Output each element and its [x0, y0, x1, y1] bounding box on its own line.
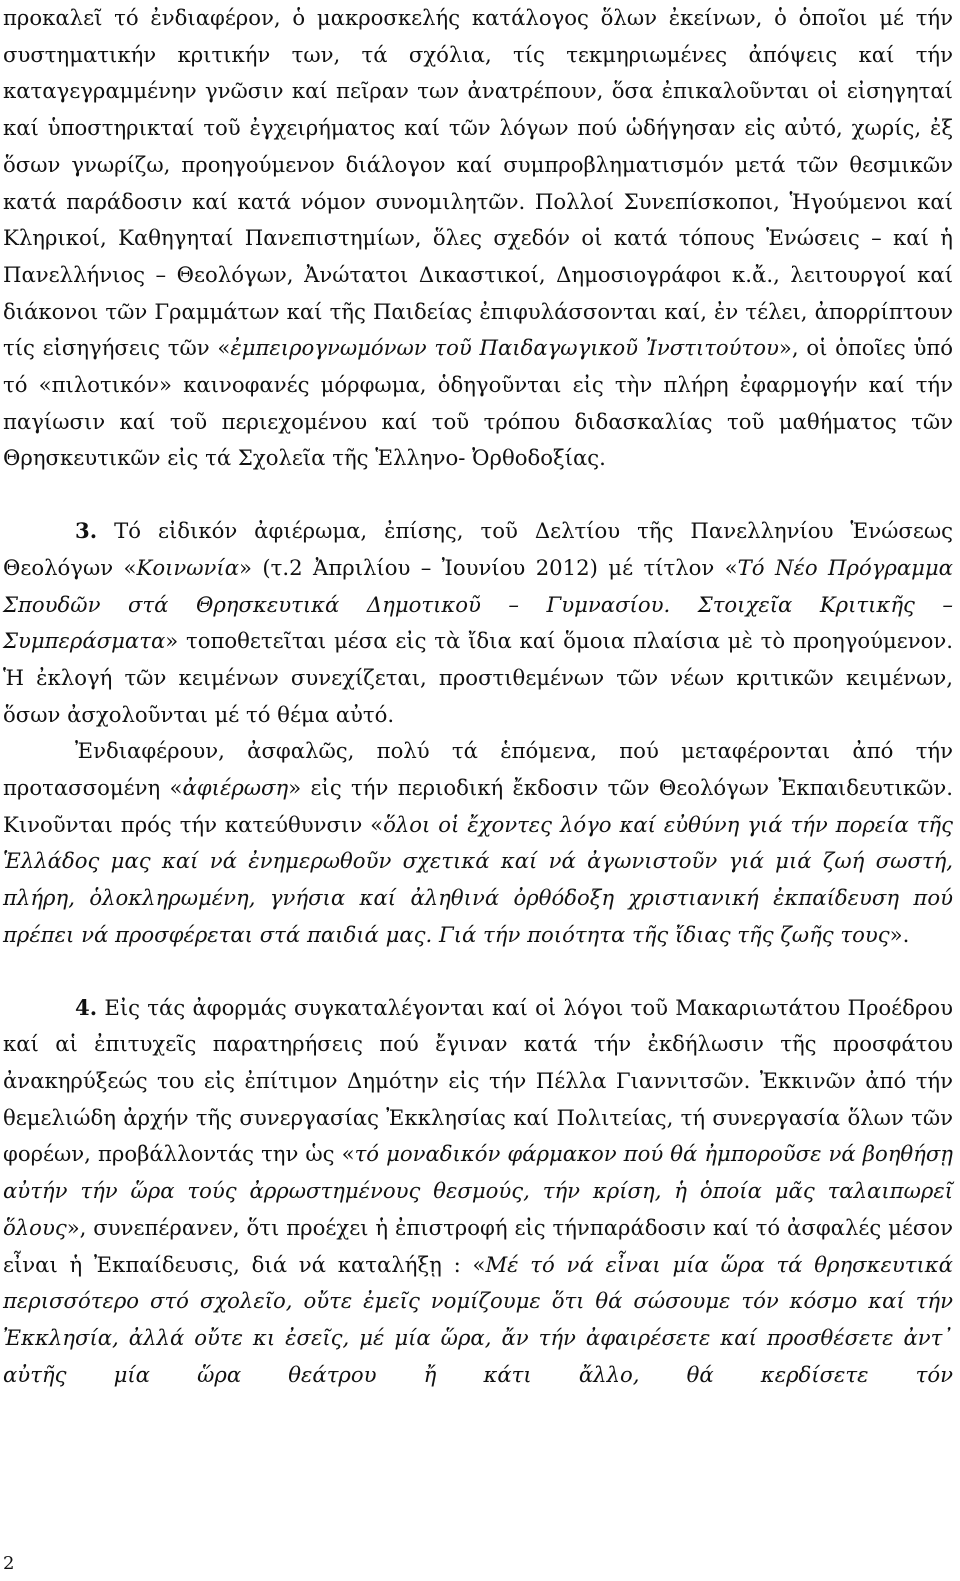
text-run: » εἰς τήν περιοδική ἔκδοσιν τῶν Θεολόγων Ἐκπαιδευτικῶν. Κινοῦνται πρός τήν κατεύθυνσιν « — [3, 775, 953, 837]
text-run: προκαλεῖ τό ἐνδιαφέρον, ὁ μακροσκελής κατάλογος ὅλων ἐκείνων, ὁ ὁποῖοι μέ τήν συστηματικήν κριτικήν των, τά σχόλια, τίς τεκμηριωμένες ἀπόψεις καί τήν καταγεγραμμένην γνῶσιν καί πεῖραν των ἀνατρέπουν, ὅσα ἐπικαλοῦνται οἱ εἰσηγηταί καί ὑποστηρικταί τοῦ ἐγχειρήματος καί τῶν λόγων πού ὡδήγησαν εἰς αὐτό, χωρίς, ἐξ ὅσων γνωρίζω, προηγούμενον διάλογον καί συμπροβληματισμόν μετά τῶν θεσμικῶν κατά παράδοσιν καί κατά νόμον συνομιλητῶν. Πολλοί Συνεπίσκοποι, Ἡγούμενοι καί Κληρικοί, Καθηγηταί Πανεπιστημίων, ὅλες σχεδόν οἱ κατά τόπους Ἑνώσεις – καί ἡ Πανελλήνιος – Θεολόγων, Ἀνώτατοι Δικαστικοί, Δημοσιογράφοι κ.ἄ., λειτουργοί καί διάκονοι τῶν Γραμμάτων καί τῆς Παιδείας ἐπιφυλάσσονται καί, ἐν τέλει, ἀπορρίπτουν τίς εἰσηγήσεις τῶν « — [3, 5, 953, 361]
text-run: », συνεπέρανεν, ὅτι προέχει ἡ ἐπιστροφή εἰς τήνπαράδοσιν καί τό ἀσφαλές μέσον εἶναι ἡ Ἐκπαίδευσις, διά νά καταλήξῃ : « — [3, 1214, 953, 1277]
text-run: Εἰς τάς ἀφορμάς συγκαταλέγονται καί οἱ λόγοι τοῦ Μακαριωτάτου Προέδρου καί αἱ ἐπιτυχεῖς παρατηρήσεις πού ἔγιναν κατά τήν ἐκδήλωσιν τῆς προσφάτου ἀνακηρύξεώς του εἰς ἐπίτιμον Δημότην εἰς τήν Πέλλα Γιαννιτσῶν. Ἐκκινῶν ἀπό τήν θεμελιώδη ἀρχήν τῆς συνεργασίας Ἐκκλησίας καί Πολιτείας, τή συνεργασία ὅλων τῶν φορέων, προβάλλοντάς την ὡς « — [3, 994, 953, 1167]
text-run: ». — [889, 921, 910, 947]
page-number: 2 — [3, 1553, 15, 1574]
text-run: », οἱ ὁποῖες ὑπό τό «πιλοτικόν» καινοφανές μόρφωμα, ὁδηγοῦνται εἰς τὴν πλήρη ἐφαρμογήν καί τήν παγίωσιν καί τοῦ περιεχομένου καί τοῦ τρόπου διδασκαλίας τοῦ μαθήματος τῶν Θρησκευτικῶν εἰς τά Σχολεῖα τῆς Ἑλληνο- Ὀρθοδοξίας. — [3, 335, 953, 471]
text-run: » τοποθετεῖται μέσα εἰς τὰ ἴδια καί ὅμοια πλαίσια μὲ τὸ προηγούμενον. Ἡ ἐκλογή τῶν κειμένων συνεχίζεται, προστιθεμένων τῶν νέων κριτικῶν κειμένων, ὅσων ἀσχολοῦνται μέ τό θέμα αὐτό. — [3, 628, 953, 727]
italic-quote: ἀφιέρωση — [182, 775, 289, 801]
italic-title: Τό Νέο Πρόγραμμα Σπουδῶν στά Θρησκευτικά Δημοτικοῦ – Γυμνασίου. Στοιχεῖα Κριτικῆς – Συμπεράσματα — [3, 554, 953, 654]
paragraph-number: 3. — [75, 518, 98, 544]
italic-quote: ἐμπειρογνωμόνων τοῦ Παιδαγωγικοῦ Ἰνστιτούτου — [230, 335, 779, 361]
paragraph-number: 4. — [75, 994, 98, 1020]
italic-quote: ὅλοι οἱ ἔχοντες λόγο καί εὐθύνη γιά τήν πορεία τῆς Ἑλλάδος μας καί νά ἐνημερωθοῦν σχετικά καί νά ἀγωνιστοῦν γιά μιά ζωή σωστή, πλήρη, ὁλοκληρωμένη, γνήσια καί ἀληθινά ὀρθόδοξη χριστιανική ἐκπαίδευση πού πρέπει νά προσφέρεται στά παιδιά μας. Γιά τήν ποιότητα τῆς ἴδιας τῆς ζωῆς τους — [3, 811, 953, 947]
text-run: » (τ.2 Ἀπριλίου – Ἰουνίου 2012) μέ τίτλον « — [239, 554, 738, 580]
italic-quote: τό μοναδικόν φάρμακον πού θά ἠμποροῦσε νά βοηθήσῃ αὐτήν τήν ὥρα τούς ἀρρωστημένους θεσμούς, τήν κρίση, ἡ ὁποία μᾶς ταλαιπωρεῖ ὅλους — [3, 1141, 954, 1240]
paragraph-continuation — [3, 0, 953, 477]
text-run: Τό εἰδικόν ἀφιέρωμα, ἐπίσης, τοῦ Δελτίου τῆς Πανελληνίου Ἑνώσεως Θεολόγων « — [3, 518, 953, 580]
text-run: Ἐνδιαφέρουν, ἀσφαλῶς, πολύ τά ἑπόμενα, πού μεταφέρονται ἀπό τήν προτασσομένη « — [3, 738, 953, 801]
paragraph-3-continued — [3, 733, 953, 953]
paragraph-3 — [3, 513, 953, 733]
italic-title: Κοινωνία — [136, 554, 240, 580]
paragraph-4 — [3, 990, 953, 1394]
italic-quote: Μέ τό νά εἶναι μία ὥρα τά θρησκευτικά περισσότερο στό σχολεῖο, οὔτε ἐμεῖς νομίζουμε ὅτι θά σώσουμε τόν κόσμο καί τήν Ἐκκλησία, ἀλλά οὔτε κι ἐσεῖς, μέ μία ὥρα, ἄν τήν ἀφαιρέσετε καί προσθέσετε ἀντ᾽ αὐτῆς μία ὥρα θεάτρου ἤ κάτι ἄλλο, θά κερδίσετε τόν — [3, 1251, 953, 1387]
